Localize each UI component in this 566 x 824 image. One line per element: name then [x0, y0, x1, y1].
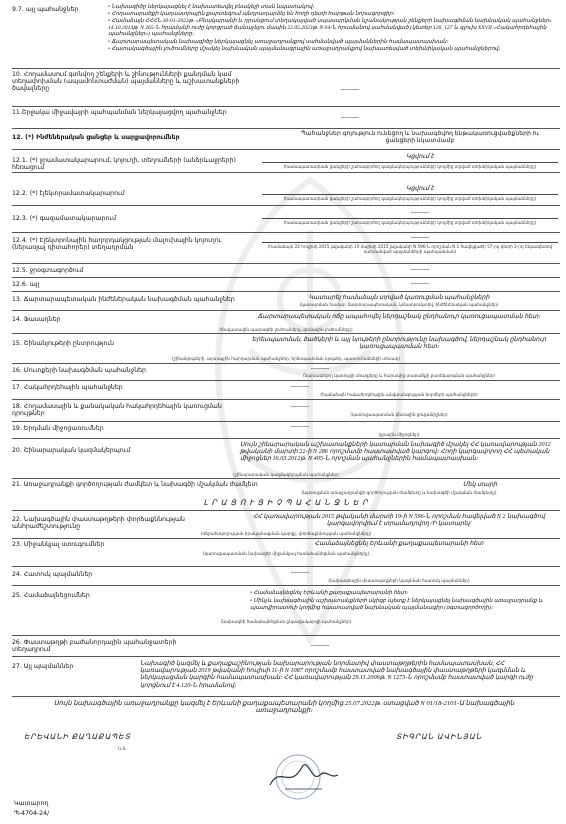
stamp-place-label: Կ.Տ. [118, 746, 127, 751]
section-11-label: 11.Շրջակա միջավայրի պահպանման ներկայացվող պահանջներ [12, 109, 227, 116]
signature-stamp [250, 745, 350, 805]
divider [12, 566, 560, 567]
divider [12, 310, 560, 311]
divider [12, 696, 560, 697]
section-16-note: (նախագծվող կառույցի մուտքերը և հարակից տարածքի բարեկարգման պահանջներ) [302, 373, 496, 378]
section-13-note: (կատարման համար՝ ճարտարապետական, կոնստրուկտիվ, ինժեներական պահանջներ) [299, 302, 499, 307]
divider [12, 438, 560, 439]
section-25-bullet: • Համաձայնեցնել Երևանի քաղաքապետարանի հետ։ [250, 590, 408, 596]
section-16-label: 16. Մուտքերի նախագծման պահանջներ [12, 367, 146, 374]
section-9-7-bullet: • Հատակագծային լուծումները մշակել նախնական պայմանագրային առաջադրանքով նախատեսված տեխնիկական պահանջներով։ [108, 46, 501, 52]
section-12-1-note: (համապատասխան ցանցերի շահագործող կազմակերպությունների կողմից տրված տեխնիկական պայմանները) [283, 164, 537, 169]
divider [12, 421, 560, 422]
section-19-note: (ջրային միջոցներ) [378, 432, 420, 437]
divider [12, 128, 560, 129]
mayor-title: ԵՐԵՎԱՆԻ ՔԱՂԱՔԱՊԵՏ [24, 732, 131, 741]
section-20-note: (շինարարական կազմակերպման պահանջներ) [233, 472, 339, 477]
section-15-label: 15. Շինանյութերի ընտրություն [12, 340, 115, 347]
section-22-value: ՀՀ կառավարության 2015 թվականի մարտի 19-ի N 596-Ն որոշման հավելված N 2 նախագծով կարգավորվում է տրամադրվող /Ի կատարել/ [253, 513, 545, 528]
section-12-header: Պահանջներ գոյություն ունեցող և նախագծվող ենթակառուցվածքների ու ցանցերի նկատմամբ [300, 130, 540, 145]
section-9-7-bullet: • Նախագիծը ներկայացնել է նախատեսվել բնակելի տան նպատակով։ [108, 4, 315, 10]
section-22-label: 22. Նախագծային փաստաթղթերի փորձաքննության անհրաժեշտությունը [12, 516, 185, 531]
section-9-7-label: 9.7. այլ պահանջներ [12, 6, 79, 13]
footer-note: Սույն նախագծային առաջադրանքը կազմել է Երևանի քաղաքապետարանի կողմից 25.07.2022թ. ստացված N 01/18-2101-Ա նախագծային առաջադրանքի։ [53, 700, 515, 715]
section-21-label: 21. Առաջադրանքի գործողության ժամկետ և նախագծի մշակման ժամկետ [12, 481, 258, 488]
divider [12, 478, 560, 479]
section-15-note: (շինանյութերի, արտաքին հարդարման պահանջներ, երեսպատման նյութեր, պատուհանների տեսակ) [171, 356, 401, 361]
section-14-note: (ճակատային պարագծի լուծումները, գունային լուծումները) [219, 327, 353, 332]
section-20-label: 20. Շինարարական կազմակերպում [12, 447, 131, 454]
section-25-bullet: • Մինչև նախագծային աշխատանքների սկիզբ պետք է ներկայացնել նախագծային առաջադրանք և պատվիրատուի կողմից հաստատված նախնական պայմանագիր (օգտագործողի)։ [250, 598, 543, 611]
divider [12, 399, 560, 400]
divider [12, 263, 560, 264]
section-23-note: (կառուցապատման նախագծի միջանկյալ համաձայնեցման պահանջները) [202, 551, 370, 556]
section-12-2-note: (համապատասխան ցանցերի շահագործող կազմակերպությունների կողմից տրված տեխնիկական պայմանները) [283, 196, 537, 201]
section-20-value: Սույն շինարարական աշխատանքների կատարման նախագիծ մշակել ՀՀ կառավարության 2012 թվականի մարտի 22-ի N 286 որոշմամբ հաստատված կարգով։ Հողի կարգավորող ՀՀ պետական միջոցներ 16.03.2012թ. N 405-Ն որոշման պահանջներին համապատասխան։ [240, 441, 551, 463]
executor-label: Կատարող [14, 800, 49, 807]
section-12-6-value: --------- [410, 280, 430, 287]
section-12-4-value: --------- [410, 234, 430, 241]
section-17-note: (համաձայն հակահրդեհային անվտանգության նորմերի պահանջների) [320, 392, 478, 397]
section-9-7-bullet: • Հողատարածքի կադաստրային քարտեզում անդրադարձել են հողի դետի հարթան նորագորգիր։ [108, 11, 395, 17]
section-16-value: --------- [310, 365, 330, 372]
section-26-value: --------- [310, 642, 330, 649]
section-19-value: --------- [290, 423, 310, 430]
section-11-value: --------- [340, 114, 360, 121]
divider [12, 205, 560, 206]
divider [12, 380, 560, 381]
section-25-label: 25. Համաձայնեցումներ [12, 592, 90, 599]
divider [12, 149, 560, 150]
divider [12, 277, 560, 278]
divider [12, 68, 560, 69]
divider [12, 635, 560, 636]
divider [12, 656, 560, 657]
section-21-note: (կառուցման առաջադրանքի գործողության ժամկետը և նախագծի մշակման ժամկետը) [301, 490, 497, 495]
section-12-2-label: 12.2. (*) էլեկտրամատակարարում [12, 190, 125, 197]
section-26-label: 26. Փաստաթղթի բաժանորդային պահանջատերի տեղադրում [12, 639, 177, 654]
section-15-value: Երեսպատման, ծածկերի և այլ նյութերի ընտրությունը նախագծով, ներդաշնակ ընդհանուր կառուցապատման հետ։ [251, 336, 547, 351]
section-14-value: Ճարտարապետական ոճը ապահովել ներդաշնակ ընդհանուր կառուցապատման հետ։ [257, 313, 541, 320]
section-10-label: 10. Հողամասում գտնվող շենքերի և շինությունների քանդման կամ տեղափոխման (ապամոնտաժման) պայմանները և աշխատանքների ծավալները [12, 71, 240, 93]
divider [12, 510, 560, 511]
divider [12, 172, 560, 173]
section-9-7-bullet: • Համաձայն ՀՀՀՆ 30-01-2023թ. «Բնակարանի և դրանցում տեղակայված սպասարկման նշանակության շենքերի նախագծման նախնական պահանջներ» 14.10.2014թ. N 265-Ն հրամանի ուժը կորցրած ճանաչելու մասին 22.05.2023թ. N 04-Ն հրամանով սահմանված (կետեր 126, 127 և գլուխ XXVII «Հակահրդեհային պահանջներ») պահանջները։ [108, 18, 552, 38]
section-18-label: 18. Հողամասային և քանակական հակահրդեհային կառուցման դրույթներ [12, 403, 222, 418]
section-12-4-note: (համաձայն 22 հուլիսի 2015 թվականի 19 մայիսի 2015 թվականի N 596-Ն որոշման N 1 հավելվածի 57-րդ կետի 2-րդ ենթակետով սահմանված պայմանների պահպանման) [267, 244, 553, 254]
section-12-6-label: 12.6. այլ [12, 281, 40, 288]
executor-code: Պ-4704-24/ [14, 810, 50, 817]
divider [12, 538, 560, 539]
section-12-5-value: --------- [410, 266, 430, 273]
section-22-note: (Վերահսկողության իրականացման կարգը, փորձաքննության պահանջները) [200, 531, 372, 536]
section-27-label: 27. Այլ պայմաններ [12, 663, 74, 670]
section-12-1-value: Կցվում է [406, 153, 434, 160]
section-25-note: (նախագծի համաձայնեցման ընթացակարգի պահանջներ) [220, 619, 352, 624]
divider [12, 585, 560, 586]
section-18-note: (կառուցապատման կետային ցուցանիշներ) [350, 412, 448, 417]
section-12-3-label: 12.3. (*) գազամատակարարում [12, 215, 117, 222]
section-13-label: 13. Ճարտարապետական ինժեներական նախագծման պահանջներ [12, 296, 235, 303]
signatory-name: ՏԻԳՐԱՆ ԱՎԻՆՅԱՆ [396, 732, 483, 741]
section-19-label: 19. Երդման միջոցառումներ [12, 425, 104, 432]
section-24-label: 24. Հատուկ պայմաններ [12, 571, 93, 578]
section-24-note: (նախագծային փաստաթղթերի կազմման հատուկ պայմաններ) [328, 578, 470, 583]
supplementary-requirements-title: Լ Ր Ա Ց Ո Ւ Ց Ի Չ Պ Ա Հ Ա Ն Ջ Ն Ե Ր [203, 498, 369, 507]
section-12-5-label: 12.5. ջրօգտագործում [12, 267, 84, 274]
section-23-label: 23. Միջանկյալ ստուգումներ [12, 541, 105, 548]
section-24-value: --------- [290, 569, 310, 576]
section-13-value: Կատարել համաձայն տրված կառուցման պահանջների [308, 294, 490, 301]
section-9-7-bullet: • Ճարտարապետական նախագիծը ներկայացնել առաջադրանքով սահմանված պայմաններին համապատասխան։ [108, 39, 449, 45]
section-12-4-label: 12.4. (*) Էլեկտրոնային հաղորդակցության մալուխային կոյուղու (ներառյալ դիտահորեր) տեղադրման [12, 237, 222, 252]
divider [12, 106, 560, 107]
section-18-value: --------- [290, 403, 310, 410]
section-12-2-value: Կցվում է [406, 185, 434, 192]
section-14-label: 14. Ֆասադներ [12, 316, 61, 323]
divider [12, 291, 560, 292]
section-21-value: Մեկ տարի [462, 481, 498, 488]
divider [12, 363, 560, 364]
section-10-value: --------- [340, 86, 360, 93]
section-12-3-note: (համապատասխան ցանցերի շահագործող կազմակերպությունների կողմից տրված տեխնիկական պայմանները) [283, 220, 537, 225]
divider [12, 232, 560, 233]
divider [12, 333, 560, 334]
section-23-value: Համաձայնեցնել Երևանի քաղաքապետարանի հետ [314, 540, 484, 547]
section-12-3-value: --------- [410, 209, 430, 216]
section-17-value: --------- [290, 383, 310, 390]
section-12-label: 12. (*) Ինժեներական ցանցեր և սարքավորումներ [12, 134, 180, 141]
section-12-1-label: 12.1. (*) ջրամատակարարում, կոյուղի, տեղումների (անձրևաջրերի) հեռացում [12, 157, 236, 172]
section-27-value: Նախագիծ կազմել և քաղաքաշինության նախարարության նորմատիվ փաստաթղթերին համապատասխան, ՀՀ կառավարության 2019 թվականի հուլիսի 11-ի N 1087 որոշմամբ հաստատված նախագծային փաստաթղթերի կազմման և ներկայացման կարգին համապատասխան։ ՀՀ կառավարության 29.11.2006թ. N 1273-Ն որոշմամբ հաստատված կարգի ուժը կորցնում է 4.120-Ն հրամանով։ [140, 660, 533, 689]
section-17-label: 17. Հակահրդեհային պահանջներ [12, 384, 123, 391]
